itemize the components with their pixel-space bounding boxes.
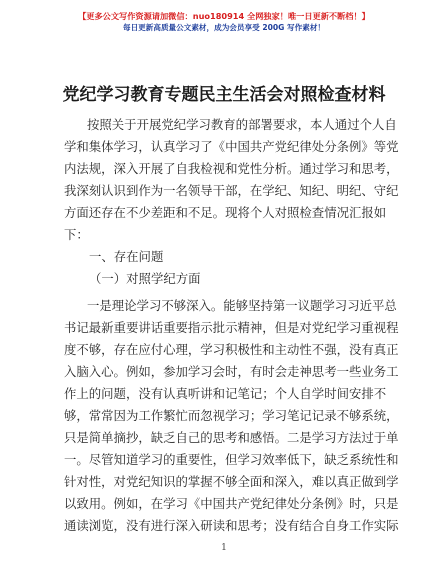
subsection-heading: （一）对照学纪方面 [89, 271, 201, 286]
body-line: 度不够，存在应付心理，学习积极性和主动性不强，没有真正 [64, 342, 399, 357]
promo-banner [0, 10, 448, 34]
body-line: 一。尽管知道学习的重要性，但学习效率低下，缺乏系统性和 [64, 452, 399, 467]
intro-line: 我深刻认识到作为一名领导干部，在学纪、知纪、明纪、守纪 [64, 183, 399, 198]
body-line: 书记最新重要讲话重要指示批示精神，但是对党纪学习重视程 [64, 320, 399, 335]
body-line: 以致用。例如，在学习《中国共产党纪律处分条例》时，只是 [64, 496, 399, 511]
intro-line: 内法规，深入开展了自我检视和党性分析。通过学习和思考， [64, 161, 399, 176]
intro-line: 学和集体学习，认真学习了《中国共产党纪律处分条例》等党 [64, 139, 399, 154]
section-heading: 一、存在问题 [89, 249, 164, 264]
page-number: 1 [221, 543, 227, 553]
promo-banner-line-membership: 每日更新高质量公文素材，成为会员享受 200G 写作素材！ [122, 23, 326, 32]
body-line: 作上的问题，没有认真听讲和记笔记；个人自学时间安排不 [64, 386, 387, 401]
promo-banner-line-wechat: 【更多公文写作资源请加微信：nuo180914 全网独家！唯一日更新不断档！】 [78, 11, 370, 21]
intro-line: 按照关于开展党纪学习教育的部署要求，本人通过个人自 [87, 117, 397, 132]
body-line: 通读浏览，没有进行深入研读和思考；没有结合自身工作实际 [64, 518, 399, 533]
intro-line: 方面还存在不少差距和不足。现将个人对照检查情况汇报如 [64, 205, 387, 220]
body-line: 入脑入心。例如，参加学习会时，有时会走神思考一些业务工 [64, 364, 399, 379]
body-line: 针对性，对党纪知识的掌握不够全面和深入，难以真正做到学 [64, 474, 399, 489]
document-title: 党纪学习教育专题民主生活会对照检查材料 [62, 85, 386, 105]
intro-line: 下： [64, 227, 89, 242]
body-line: 够，常常因为工作繁忙而忽视学习；学习笔记记录不够系统， [64, 408, 399, 423]
body-line: 只是简单摘抄，缺乏自己的思考和感悟。二是学习方法过于单 [64, 430, 399, 445]
body-line: 一是理论学习不够深入。能够坚持第一议题学习习近平总 [87, 298, 397, 313]
